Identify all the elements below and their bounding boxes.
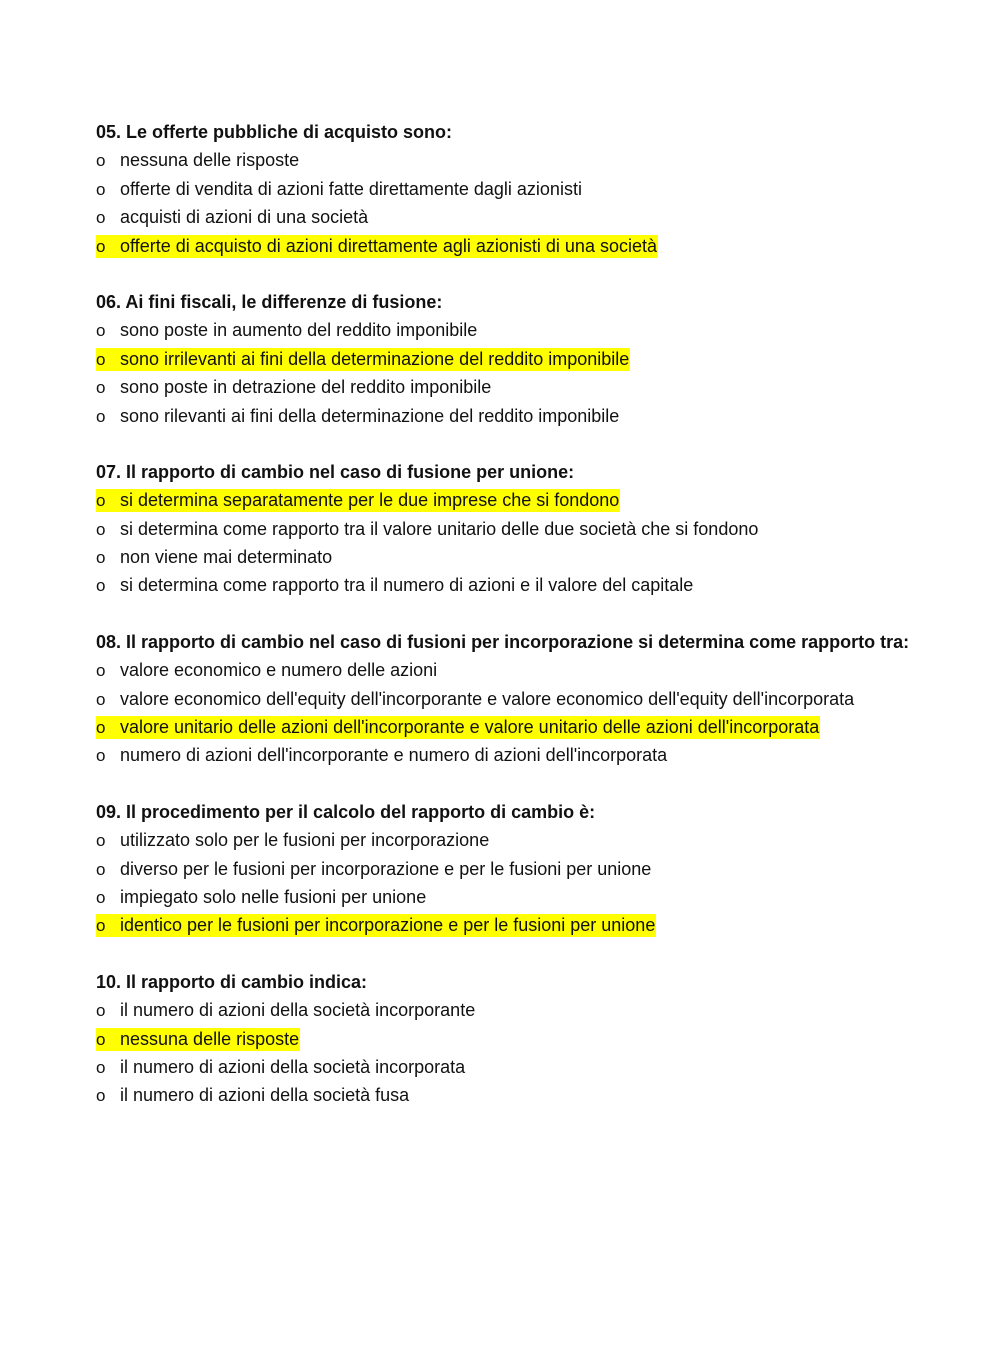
answer-option [96, 571, 976, 599]
answer-text: identico per le fusioni per incorporazione e per le fusioni per unione [120, 915, 656, 936]
question-06 [96, 288, 976, 430]
answer-text: nessuna delle risposte [120, 1028, 300, 1049]
bullet-icon: o [96, 1029, 106, 1049]
answer-text: si determina come rapporto tra il valore unitario delle due società che si fondono [120, 518, 759, 539]
bullet-icon: o [96, 179, 106, 199]
answer-text: sono rilevanti ai fini della determinazione del reddito imponibile [120, 405, 620, 426]
answer-text: si determina separatamente per le due imprese che si fondono [120, 490, 620, 511]
answer-option [96, 146, 976, 174]
answer-text: sono poste in detrazione del reddito imponibile [120, 377, 492, 398]
bullet-icon: o [96, 406, 106, 426]
bullet-icon: o [96, 491, 106, 511]
answer-option-highlighted [96, 1025, 976, 1053]
answer-option [96, 883, 976, 911]
bullet-icon: o [96, 378, 106, 398]
answer-option-highlighted [96, 345, 976, 373]
answer-option [96, 826, 976, 854]
answer-text: nessuna delle risposte [120, 150, 300, 171]
bullet-icon: o [96, 718, 106, 738]
answer-option [96, 996, 976, 1024]
answer-text: sono poste in aumento del reddito imponibile [120, 320, 478, 341]
answer-option [96, 402, 976, 430]
answer-option [96, 543, 976, 571]
answer-option-highlighted [96, 486, 976, 514]
answer-text: valore unitario delle azioni dell'incorporante e valore unitario delle azioni dell'incorporata [120, 717, 820, 738]
bullet-icon: o [96, 519, 106, 539]
bullet-icon: o [96, 916, 106, 936]
answer-option [96, 855, 976, 883]
question-05 [96, 118, 976, 260]
answer-text: valore economico e numero delle azioni [120, 660, 438, 681]
answer-text: offerte di acquisto di azioni direttamente agli azionisti di una società [120, 235, 657, 256]
bullet-icon: o [96, 548, 106, 568]
question-07 [96, 458, 976, 600]
answer-option [96, 175, 976, 203]
answer-text: il numero di azioni della società incorporata [120, 1056, 466, 1077]
bullet-icon: o [96, 321, 106, 341]
question-08 [96, 628, 976, 770]
answer-option [96, 656, 976, 684]
answer-text: numero di azioni dell'incorporante e numero di azioni dell'incorporata [120, 745, 668, 766]
question-title: 06. Ai fini fiscali, le differenze di fusione: [96, 291, 443, 312]
bullet-icon: o [96, 1086, 106, 1106]
bullet-icon: o [96, 746, 106, 766]
answer-option-highlighted [96, 713, 976, 741]
bullet-icon: o [96, 236, 106, 256]
answer-text: acquisti di azioni di una società [120, 207, 369, 228]
bullet-icon: o [96, 1057, 106, 1077]
answer-option [96, 373, 976, 401]
question-title: 05. Le offerte pubbliche di acquisto sono: [96, 122, 453, 142]
question-title: 10. Il rapporto di cambio indica: [96, 971, 368, 992]
bullet-icon: o [96, 831, 106, 851]
quiz-page [96, 118, 976, 1138]
bullet-icon: o [96, 1001, 106, 1021]
answer-text: utilizzato solo per le fusioni per incorporazione [120, 830, 490, 851]
answer-option [96, 203, 976, 231]
bullet-icon: o [96, 887, 106, 907]
bullet-icon: o [96, 661, 106, 681]
answer-text: sono irrilevanti ai fini della determinazione del reddito imponibile [120, 348, 630, 369]
question-title: 07. Il rapporto di cambio nel caso di fusione per unione: [96, 461, 575, 482]
question-09 [96, 798, 976, 940]
answer-option [96, 316, 976, 344]
bullet-icon: o [96, 859, 106, 879]
answer-option-highlighted [96, 232, 976, 260]
bullet-icon: o [96, 151, 106, 171]
bullet-icon: o [96, 208, 106, 228]
question-title: 08. Il rapporto di cambio nel caso di fusioni per incorporazione si determina come rapporto tra: [96, 631, 910, 652]
bullet-icon: o [96, 349, 106, 369]
answer-text: diverso per le fusioni per incorporazione e per le fusioni per unione [120, 858, 652, 879]
bullet-icon: o [96, 576, 106, 596]
answer-option [96, 685, 976, 713]
answer-option [96, 515, 976, 543]
question-10 [96, 968, 976, 1110]
answer-text: il numero di azioni della società fusa [120, 1085, 410, 1106]
answer-option-highlighted [96, 911, 976, 939]
answer-option [96, 741, 976, 769]
answer-text: il numero di azioni della società incorporante [120, 1000, 476, 1021]
question-title: 09. Il procedimento per il calcolo del rapporto di cambio è: [96, 801, 596, 822]
answer-text: non viene mai determinato [120, 547, 333, 568]
answer-text: impiegato solo nelle fusioni per unione [120, 886, 427, 907]
answer-text: valore economico dell'equity dell'incorporante e valore economico dell'equity dell'incorporata [120, 688, 855, 709]
answer-option [96, 1081, 976, 1109]
bullet-icon: o [96, 689, 106, 709]
answer-option [96, 1053, 976, 1081]
answer-text: si determina come rapporto tra il numero di azioni e il valore del capitale [120, 575, 694, 596]
answer-text: offerte di vendita di azioni fatte direttamente dagli azionisti [120, 178, 582, 199]
